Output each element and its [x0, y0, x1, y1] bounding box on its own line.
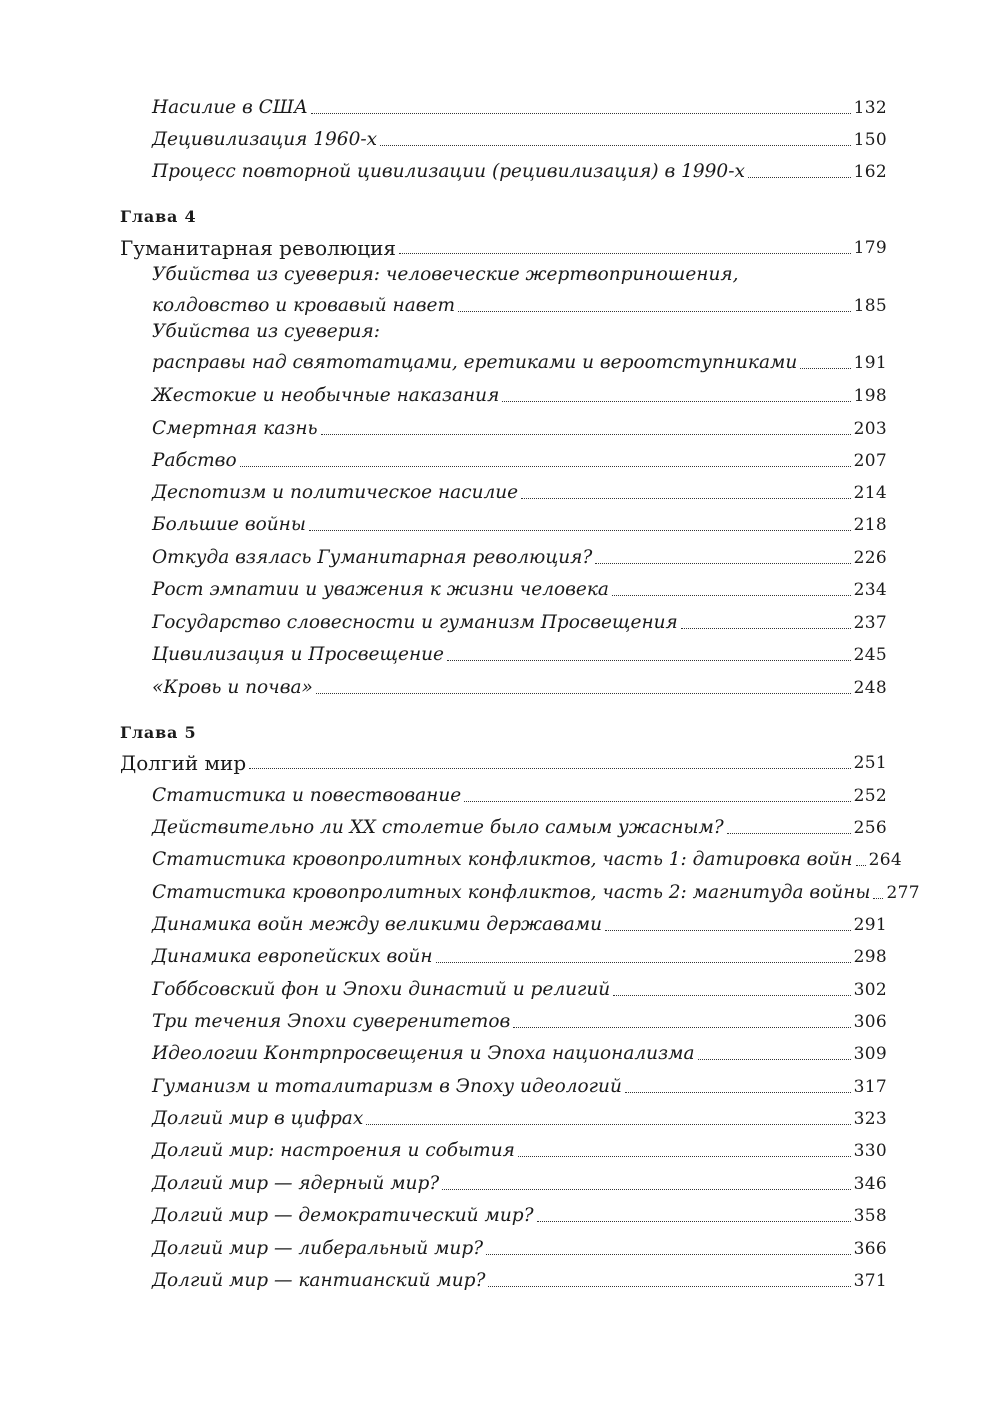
entry-title: Статистика кровопролитных конфликтов, часть 1: датировка войн	[152, 849, 853, 870]
toc-entry	[152, 604, 887, 634]
toc-entry	[152, 1035, 887, 1065]
dot-leader	[625, 1092, 851, 1093]
entry-page: 309	[853, 1044, 887, 1064]
dot-leader	[249, 768, 850, 769]
entry-page: 291	[853, 915, 887, 935]
entry-title: Долгий мир: настроения и события	[152, 1140, 515, 1161]
dot-leader	[316, 693, 851, 694]
entry-page: 198	[853, 386, 887, 406]
entry-title: колдовство и кровавый навет	[152, 295, 456, 316]
entry-page: 298	[853, 947, 887, 967]
entry-page: 162	[853, 162, 887, 182]
entry-page: 132	[853, 98, 887, 118]
entry-title: Гуманизм и тоталитаризм в Эпоху идеологий	[152, 1076, 622, 1097]
toc-entry	[152, 1003, 887, 1033]
chapter-title: Гуманитарная революция	[120, 236, 397, 260]
toc-entry	[152, 506, 887, 536]
entry-page: 317	[853, 1077, 887, 1097]
entry-page: 302	[853, 980, 887, 1000]
dot-leader	[595, 563, 850, 564]
entry-title-line1: Убийства из суеверия: человеческие жертвоприношения,	[152, 264, 739, 285]
entry-title: Гоббсовский фон и Эпохи династий и религий	[152, 979, 611, 1000]
entry-page: 330	[853, 1141, 887, 1161]
toc-entry	[152, 636, 887, 666]
entry-page: 256	[853, 818, 887, 838]
entry-page: 226	[853, 548, 887, 568]
toc-entry	[152, 153, 887, 183]
toc-entry	[152, 377, 887, 407]
chapter-label: Глава 4	[120, 207, 197, 226]
toc-entry	[152, 1132, 887, 1162]
toc-entry	[152, 89, 887, 119]
dot-leader	[856, 865, 866, 866]
toc-entry	[152, 344, 887, 374]
dot-leader	[502, 401, 850, 402]
entry-title: Большие войны	[152, 514, 306, 535]
dot-leader	[311, 113, 851, 114]
entry-page: 264	[868, 850, 902, 870]
toc-entry	[152, 906, 887, 936]
entry-title: Идеологии Контрпросвещения и Эпоха национализма	[152, 1043, 695, 1064]
entry-title: Долгий мир — либеральный мир?	[152, 1238, 484, 1259]
dot-leader	[464, 801, 850, 802]
dot-leader	[321, 434, 851, 435]
dot-leader	[380, 145, 851, 146]
entry-title: Децивилизация 1960-х	[152, 129, 378, 150]
entry-title: Долгий мир — кантианский мир?	[152, 1270, 486, 1291]
entry-page: 346	[853, 1174, 887, 1194]
entry-page: 203	[853, 419, 887, 439]
dot-leader	[436, 962, 851, 963]
dot-leader	[873, 898, 883, 899]
toc-entry	[152, 571, 887, 601]
dot-leader	[612, 595, 851, 596]
toc-entry	[152, 874, 920, 904]
entry-title: Государство словесности и гуманизм Просвещения	[152, 612, 678, 633]
entry-title: Статистика и повествование	[152, 785, 462, 806]
dot-leader	[518, 1156, 851, 1157]
entry-page: 323	[853, 1109, 887, 1129]
dot-leader	[613, 995, 850, 996]
dot-leader	[309, 530, 851, 531]
toc-entry	[152, 474, 887, 504]
dot-leader	[458, 311, 851, 312]
entry-title: Динамика войн между великими державами	[152, 914, 603, 935]
dot-leader	[447, 660, 851, 661]
toc-entry	[152, 121, 887, 151]
entry-page: 191	[853, 353, 887, 373]
entry-page: 185	[853, 296, 887, 316]
entry-title: Динамика европейских войн	[152, 946, 433, 967]
dot-leader	[366, 1124, 850, 1125]
entry-title: Долгий мир — ядерный мир?	[152, 1173, 440, 1194]
dot-leader	[521, 498, 851, 499]
toc-entry	[152, 410, 887, 440]
dot-leader	[442, 1189, 850, 1190]
chapter-page: 251	[853, 753, 887, 773]
entry-page: 237	[853, 613, 887, 633]
toc-entry	[152, 777, 887, 807]
chapter-label: Глава 5	[120, 723, 197, 742]
toc-entry	[152, 442, 887, 472]
chapter-page: 179	[853, 238, 887, 258]
toc-entry	[152, 1197, 887, 1227]
entry-page: 150	[853, 130, 887, 150]
entry-title: Долгий мир — демократический мир?	[152, 1205, 534, 1226]
toc-entry	[152, 1068, 887, 1098]
toc-entry	[152, 971, 887, 1001]
entry-title: «Кровь и почва»	[152, 677, 313, 698]
entry-page: 218	[853, 515, 887, 535]
chapter-entry	[120, 229, 887, 259]
entry-title: Насилие в США	[152, 97, 308, 118]
toc-entry	[152, 1230, 887, 1260]
entry-page: 245	[853, 645, 887, 665]
dot-leader	[800, 368, 850, 369]
entry-page: 214	[853, 483, 887, 503]
dot-leader	[513, 1027, 850, 1028]
entry-page: 252	[853, 786, 887, 806]
dot-leader	[605, 930, 851, 931]
dot-leader	[486, 1254, 851, 1255]
dot-leader	[727, 833, 851, 834]
toc-entry	[152, 1262, 887, 1292]
entry-title: Жестокие и необычные наказания	[152, 385, 500, 406]
entry-title: Процесс повторной цивилизации (рецивилизация) в 1990-х	[152, 161, 745, 182]
entry-title: расправы над святотатцами, еретиками и вероотступниками	[152, 352, 798, 373]
entry-title: Рабство	[152, 450, 237, 471]
entry-title: Три течения Эпохи суверенитетов	[152, 1011, 511, 1032]
dot-leader	[240, 466, 851, 467]
entry-title: Долгий мир в цифрах	[152, 1108, 364, 1129]
entry-title: Откуда взялась Гуманитарная революция?	[152, 547, 593, 568]
entry-page: 371	[853, 1271, 887, 1291]
entry-page: 306	[853, 1012, 887, 1032]
entry-title-line1: Убийства из суеверия:	[152, 321, 380, 342]
dot-leader	[537, 1221, 851, 1222]
entry-page: 277	[886, 883, 920, 903]
chapter-title: Долгий мир	[120, 751, 247, 775]
toc-entry	[152, 539, 887, 569]
toc-entry	[152, 1100, 887, 1130]
chapter-entry	[120, 744, 887, 774]
entry-title: Рост эмпатии и уважения к жизни человека	[152, 579, 609, 600]
dot-leader	[698, 1059, 851, 1060]
entry-page: 234	[853, 580, 887, 600]
toc-entry	[152, 287, 887, 317]
entry-title: Цивилизация и Просвещение	[152, 644, 444, 665]
entry-page: 248	[853, 678, 887, 698]
dot-leader	[488, 1286, 850, 1287]
entry-page: 358	[853, 1206, 887, 1226]
toc-entry	[152, 669, 887, 699]
toc-entry	[152, 809, 887, 839]
toc-entry	[152, 841, 902, 871]
entry-title: Смертная казнь	[152, 418, 318, 439]
toc-entry	[152, 1165, 887, 1195]
entry-title: Действительно ли XX столетие было самым ужасным?	[152, 817, 724, 838]
toc-entry	[152, 938, 887, 968]
entry-title: Деспотизм и политическое насилие	[152, 482, 519, 503]
dot-leader	[748, 177, 851, 178]
entry-page: 366	[853, 1239, 887, 1259]
dot-leader	[399, 253, 851, 254]
entry-title: Статистика кровопролитных конфликтов, часть 2: магнитуда войны	[152, 882, 871, 903]
entry-page: 207	[853, 451, 887, 471]
dot-leader	[681, 628, 851, 629]
